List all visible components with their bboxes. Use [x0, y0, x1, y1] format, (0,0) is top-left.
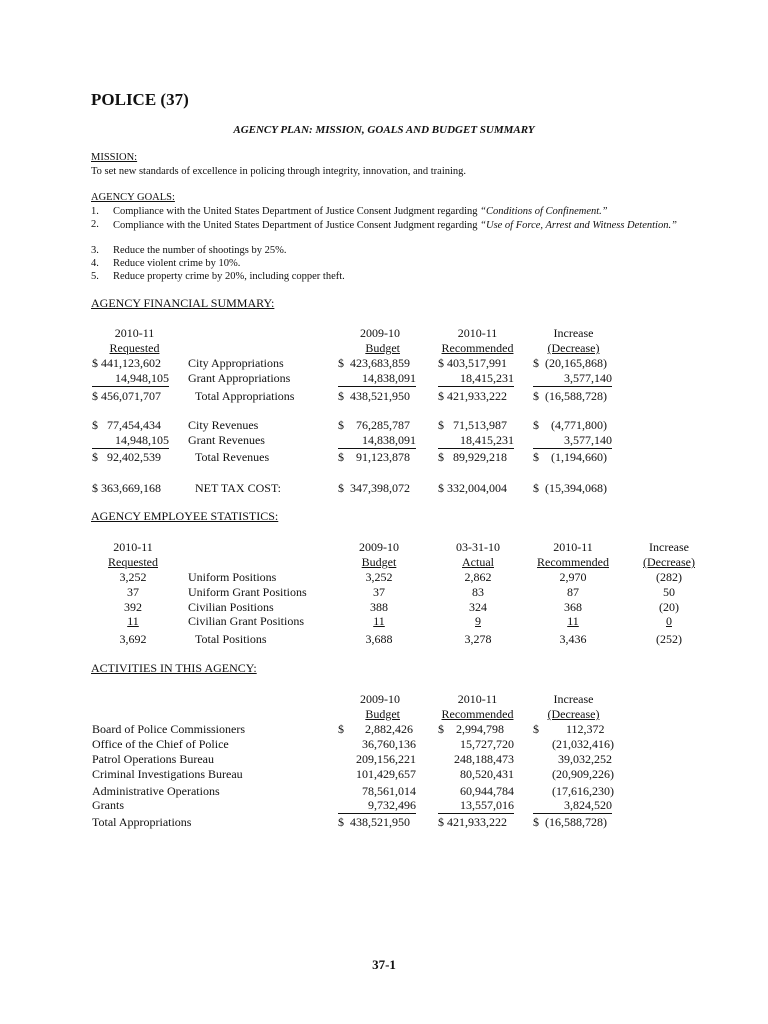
activity-budget: $ 2,882,426: [338, 722, 413, 736]
fin-recommended: $ 89,929,218: [438, 450, 507, 464]
emp-requested: 37: [127, 585, 139, 599]
emp-label: Civilian Positions: [188, 600, 274, 614]
activity-budget: 209,156,221: [356, 752, 416, 766]
fin-budget: 14,838,091: [338, 371, 416, 387]
activity-recommended: 60,944,784: [460, 784, 514, 798]
goal-item: [113, 206, 693, 217]
col-header-budget-year: 2009-10: [360, 692, 400, 706]
emp-budget: 3,252: [365, 570, 393, 584]
page-subtitle: AGENCY PLAN: MISSION, GOALS AND BUDGET SUMMARY: [233, 124, 535, 136]
fin-increase: 3,577,140: [533, 433, 612, 449]
activity-recommended: $ 2,994,798: [438, 722, 504, 736]
goal-number: 5.: [91, 271, 99, 282]
col-header-decrease: (Decrease): [547, 341, 600, 355]
fin-budget: $ 76,285,787: [338, 418, 410, 432]
fin-label: City Revenues: [188, 418, 259, 432]
emp-recommended: 2,970: [559, 570, 587, 584]
emp-increase-cell: [636, 614, 702, 629]
goal-text: Compliance with the United States Department of Justice Consent Judgment regarding: [113, 206, 481, 217]
fin-recommended: $ 403,517,991: [438, 356, 507, 370]
fin-increase: $ (20,165,868): [533, 356, 607, 370]
col-header-decrease: (Decrease): [643, 555, 695, 569]
page-number: 37-1: [372, 957, 396, 972]
fin-budget: $ 347,398,072: [338, 481, 410, 495]
emp-actual-cell: [443, 614, 513, 629]
fin-increase: $ (4,771,800): [533, 418, 607, 432]
col-header-increase: Increase: [553, 326, 594, 340]
activity-increase: 3,824,520: [533, 798, 612, 814]
emp-budget: 11: [373, 614, 385, 628]
col-header-budget: Budget: [365, 707, 400, 721]
col-header-budget-year: 2009-10: [359, 540, 399, 554]
fin-recommended: $ 421,933,222: [438, 389, 507, 403]
col-header-recommended: Recommended: [441, 707, 514, 721]
col-header-actual: Actual: [462, 555, 494, 569]
col-header-budget-year: 2009-10: [360, 326, 400, 340]
financial-summary-heading: AGENCY FINANCIAL SUMMARY:: [91, 296, 275, 310]
emp-actual: 9: [475, 614, 481, 628]
fin-label: Total Revenues: [195, 450, 270, 464]
fin-label: City Appropriations: [188, 356, 284, 370]
activity-increase: $ (16,588,728): [533, 815, 607, 829]
fin-increase: 3,577,140: [533, 371, 612, 387]
activity-label: Patrol Operations Bureau: [92, 752, 214, 766]
emp-label: Civilian Grant Positions: [188, 614, 305, 628]
emp-increase: 50: [663, 585, 675, 599]
goal-text: Compliance with the United States Department of Justice Consent Judgment regarding: [113, 220, 481, 231]
fin-label: NET TAX COST:: [195, 481, 282, 495]
emp-increase: (282): [656, 570, 682, 584]
col-header-recommended-year: 2010-11: [457, 326, 498, 340]
goal-number: 1.: [91, 206, 99, 217]
fin-budget: $ 91,123,878: [338, 450, 410, 464]
activity-label: Board of Police Commissioners: [92, 722, 245, 736]
goal-text-italic: “Use of Force, Arrest and Witness Detention.”: [480, 220, 677, 231]
fin-requested: $ 456,071,707: [92, 389, 161, 403]
goal-item: [113, 271, 693, 282]
activity-budget: 101,429,657: [356, 767, 416, 781]
emp-increase: (20): [659, 600, 679, 614]
emp-actual: 83: [472, 585, 484, 599]
fin-requested: 14,948,105: [92, 371, 169, 387]
emp-recommended: 11: [567, 614, 579, 628]
emp-increase: (252): [656, 632, 682, 646]
col-header-decrease: (Decrease): [547, 707, 600, 721]
fin-requested: 14,948,105: [92, 433, 169, 449]
goal-item: [113, 258, 693, 269]
col-header-recommended-year: 2010-11: [553, 540, 593, 554]
activity-increase: (20,909,226): [552, 767, 614, 781]
emp-recommended: 3,436: [559, 632, 587, 646]
fin-label: Total Appropriations: [195, 389, 295, 403]
col-header-budget: Budget: [365, 341, 400, 355]
fin-label: Grant Revenues: [188, 433, 265, 447]
activity-label: Office of the Chief of Police: [92, 737, 229, 751]
col-header-actual-date: 03-31-10: [456, 540, 500, 554]
emp-budget: 37: [373, 585, 385, 599]
page-title: POLICE (37): [91, 90, 189, 109]
fin-recommended: 18,415,231: [438, 433, 514, 449]
col-header-requested: Requested: [109, 341, 160, 355]
goal-text: Reduce property crime by 20%, including copper theft.: [113, 271, 345, 282]
goal-number: 4.: [91, 258, 99, 269]
goal-number: 2.: [91, 219, 99, 230]
emp-requested: 3,692: [119, 632, 147, 646]
employee-stats-heading: AGENCY EMPLOYEE STATISTICS:: [91, 509, 279, 523]
col-header-requested-year: 2010-11: [113, 540, 153, 554]
fin-budget: $ 423,683,859: [338, 356, 410, 370]
fin-recommended: $ 71,513,987: [438, 418, 507, 432]
activity-recommended: $ 421,933,222: [438, 815, 507, 829]
goals-heading: AGENCY GOALS:: [91, 192, 175, 203]
emp-requested: 392: [124, 600, 142, 614]
activity-budget: 36,760,136: [362, 737, 416, 751]
activity-recommended: 15,727,720: [460, 737, 514, 751]
fin-requested: $ 363,669,168: [92, 481, 161, 495]
activity-increase: (17,616,230): [552, 784, 614, 798]
goal-number: 3.: [91, 245, 99, 256]
col-header-increase: Increase: [649, 540, 689, 554]
activity-increase: (21,032,416): [552, 737, 614, 751]
activity-increase: 39,032,252: [558, 752, 612, 766]
fin-requested: $ 77,454,434: [92, 418, 161, 432]
activity-label: Grants: [92, 798, 124, 812]
emp-requested: 3,252: [119, 570, 147, 584]
emp-requested-cell: [96, 614, 170, 629]
fin-increase: $ (16,588,728): [533, 389, 607, 403]
col-header-recommended-year: 2010-11: [457, 692, 498, 706]
emp-actual: 2,862: [464, 570, 492, 584]
goal-item: [113, 219, 683, 232]
activity-label: Total Appropriations: [92, 815, 192, 829]
emp-label: Uniform Positions: [188, 570, 277, 584]
goal-text: Reduce the number of shootings by 25%.: [113, 245, 287, 256]
emp-actual: 324: [469, 600, 487, 614]
activity-label: Administrative Operations: [92, 784, 220, 798]
emp-budget: 3,688: [365, 632, 393, 646]
col-header-budget: Budget: [361, 555, 397, 569]
fin-requested: $ 441,123,602: [92, 356, 161, 370]
emp-label: Total Positions: [195, 632, 267, 646]
fin-increase: $ (15,394,068): [533, 481, 607, 495]
fin-recommended: $ 332,004,004: [438, 481, 507, 495]
activity-budget: 78,561,014: [362, 784, 416, 798]
emp-label: Uniform Grant Positions: [188, 585, 307, 599]
activity-label: Criminal Investigations Bureau: [92, 767, 243, 781]
fin-requested: $ 92,402,539: [92, 450, 161, 464]
emp-actual: 3,278: [464, 632, 492, 646]
activity-increase: $ 112,372: [533, 722, 605, 736]
col-header-increase: Increase: [553, 692, 594, 706]
emp-budget: 388: [370, 600, 388, 614]
activities-heading: ACTIVITIES IN THIS AGENCY:: [91, 661, 257, 675]
emp-recommended-cell: [533, 614, 613, 629]
emp-increase: 0: [666, 614, 672, 628]
col-header-recommended: Recommended: [537, 555, 609, 569]
mission-text: To set new standards of excellence in policing through integrity, innovation, and training.: [91, 166, 467, 177]
goal-item: [113, 245, 693, 256]
col-header-recommended: Recommended: [441, 341, 514, 355]
fin-label: Grant Appropriations: [188, 371, 291, 385]
activity-recommended: 80,520,431: [460, 767, 514, 781]
emp-requested: 11: [127, 614, 139, 628]
fin-budget: 14,838,091: [338, 433, 416, 449]
col-header-requested: Requested: [108, 555, 158, 569]
emp-recommended: 368: [564, 600, 582, 614]
mission-heading: MISSION:: [91, 152, 138, 163]
fin-budget: $ 438,521,950: [338, 389, 410, 403]
goal-text: Reduce violent crime by 10%.: [113, 258, 241, 269]
col-header-requested-year: 2010-11: [114, 326, 155, 340]
activity-recommended: 13,557,016: [438, 798, 514, 814]
emp-budget-cell: [343, 614, 415, 629]
activity-recommended: 248,188,473: [454, 752, 514, 766]
fin-recommended: 18,415,231: [438, 371, 514, 387]
activity-budget: 9,732,496: [338, 798, 416, 814]
activity-budget: $ 438,521,950: [338, 815, 410, 829]
fin-increase: $ (1,194,660): [533, 450, 607, 464]
goal-text-italic: “Conditions of Confinement.”: [480, 206, 608, 217]
emp-recommended: 87: [567, 585, 579, 599]
